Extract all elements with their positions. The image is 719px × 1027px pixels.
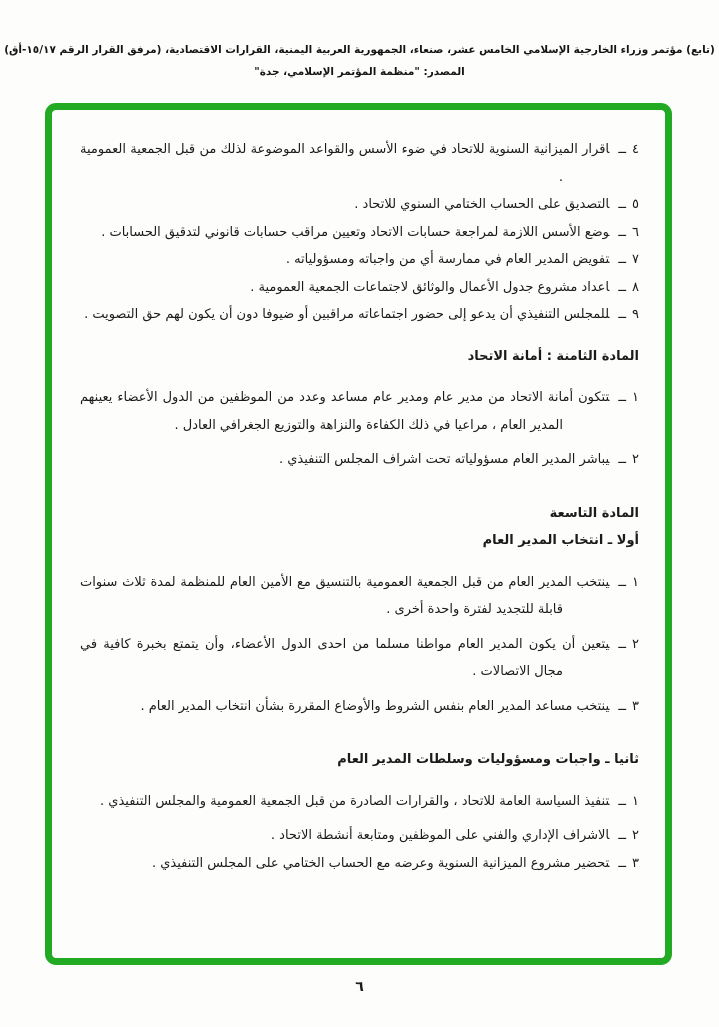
item-dash: ــ <box>618 793 627 809</box>
list-item <box>80 136 639 191</box>
item-dash: ــ <box>618 252 627 267</box>
item-dash: ــ <box>618 142 627 157</box>
item-text: ينتخب مساعد المدير العام بنفس الشروط والأوضاع المقررة بشأن انتخاب المدير العام . <box>140 698 610 714</box>
item-text: تفويض المدير العام في ممارسة أي من واجباته ومسؤولياته . <box>285 252 610 267</box>
item-number: ٩ <box>632 307 639 322</box>
article-heading: المادة التاسعة <box>549 505 639 521</box>
page-header <box>0 44 719 78</box>
item-number: ٤ <box>632 142 639 157</box>
item-number: ٨ <box>632 279 639 295</box>
item-dash: ــ <box>618 279 627 295</box>
item-dash: ــ <box>618 452 627 467</box>
item-text: اعداد مشروع جدول الأعمال والوثائق لاجتماعات الجمعية العمومية . <box>250 279 610 295</box>
subsection-heading: أولا ـ انتخاب المدير العام <box>482 533 639 548</box>
item-dash: ــ <box>618 197 627 212</box>
list-item <box>80 384 639 439</box>
header-source-line: المصدر: "منظمة المؤتمر الإسلامي، جدة" <box>254 66 465 78</box>
list-item <box>80 446 639 474</box>
document-frame <box>45 103 672 965</box>
item-text: تتكون أمانة الاتحاد من مدير عام ومدير عام مساعد وعدد من الموظفين من الدول الأعضاء يعينهم المدير العام ، مراعيا في ذلك الكفاءة والنزاهة والتوزيع الجغرافي العادل . <box>80 390 610 433</box>
item-dash: ــ <box>618 390 627 405</box>
item-text: تحضير مشروع الميزانية السنوية وعرضه مع الحساب الختامي على المجلس التنفيذي . <box>151 855 610 871</box>
list-item <box>80 788 639 816</box>
item-text: يتعين أن يكون المدير العام مواطنا مسلما من احدى الدول الأعضاء، وأن يتمتع بخبرة كافية في مجال الاتصالات . <box>80 636 610 679</box>
list-item <box>80 219 639 247</box>
item-text: اقرار الميزانية السنوية للاتحاد في ضوء الأسس والقواعد الموضوعة لذلك من قبل الجمعية العمومية . <box>80 142 610 185</box>
item-dash: ــ <box>618 224 627 240</box>
item-number: ٥ <box>632 197 639 212</box>
subsection-heading: ثانيا ـ واجبات ومسؤوليات وسلطات المدير العام <box>337 752 639 767</box>
item-number: ٦ <box>632 224 639 240</box>
item-text: تنفيذ السياسة العامة للاتحاد ، والقرارات الصادرة من قبل الجمعية العمومية والمجلس التنفيذي . <box>100 793 610 809</box>
item-text: وضع الأسس اللازمة لمراجعة حسابات الاتحاد وتعيين مراقب حسابات قانوني لتدقيق الحسابات . <box>101 224 610 240</box>
item-number: ١ <box>632 574 639 590</box>
list-item <box>80 191 639 219</box>
list-item <box>80 693 639 721</box>
list-item <box>80 850 639 878</box>
item-number: ٢ <box>632 636 639 652</box>
item-number: ٧ <box>632 252 639 267</box>
item-number: ٣ <box>632 698 639 714</box>
item-dash: ــ <box>618 307 627 322</box>
list-item <box>80 569 639 624</box>
item-dash: ــ <box>618 828 627 843</box>
item-text: التصديق على الحساب الختامي السنوي للاتحاد . <box>354 197 610 212</box>
list-item <box>80 631 639 686</box>
item-number: ١ <box>632 793 639 809</box>
item-text: ينتخب المدير العام من قبل الجمعية العمومية بالتنسيق مع الأمين العام للمنظمة لمدة ثلاث سنوات قابلة للتجديد لفترة واحدة أخرى . <box>80 574 610 617</box>
document-body <box>80 136 639 877</box>
header-citation: (تابع) مؤتمر وزراء الخارجية الإسلامي الخامس عشر، صنعاء، الجمهورية العربية اليمنية، القرارات الاقتصادية، (مرفق القرار الرقم ١٥/١٧-أق) <box>4 44 715 56</box>
list-item <box>80 301 639 329</box>
item-text: للمجلس التنفيذي أن يدعو إلى حضور اجتماعاته مراقبين أو ضيوفا دون أن يكون لهم حق التصويت . <box>84 307 610 322</box>
item-number: ٢ <box>632 828 639 843</box>
item-number: ٣ <box>632 855 639 871</box>
item-dash: ــ <box>618 574 627 590</box>
item-number: ٢ <box>632 452 639 467</box>
list-item <box>80 274 639 302</box>
page-number: ٦ <box>355 979 364 995</box>
item-dash: ــ <box>618 636 627 652</box>
item-text: يباشر المدير العام مسؤولياته تحت اشراف المجلس التنفيذي . <box>278 452 610 467</box>
list-item <box>80 246 639 274</box>
item-text: الاشراف الإداري والفني على الموظفين ومتابعة أنشطة الاتحاد . <box>270 828 610 843</box>
list-item <box>80 822 639 850</box>
article-heading: المادة الثامنة : أمانة الاتحاد <box>467 348 639 364</box>
item-number: ١ <box>632 390 639 405</box>
item-dash: ــ <box>618 698 627 714</box>
item-dash: ــ <box>618 855 627 871</box>
